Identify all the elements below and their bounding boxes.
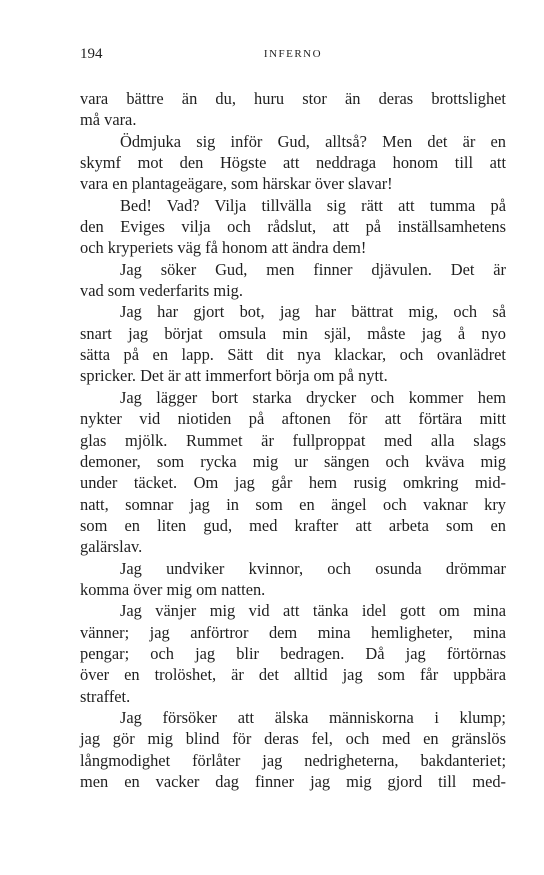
text-line: komma över mig om natten. (80, 579, 266, 599)
text-line: skymf mot den Högste att neddraga honom till att (80, 153, 506, 173)
page-header (80, 46, 506, 66)
body-text (80, 88, 506, 792)
text-line: Jag har gjort bot, jag har bättrat mig, och så (120, 302, 506, 322)
text-line: som en liten gud, med krafter att arbeta som en (80, 515, 506, 535)
text-line: under täcket. Om jag går hem rusig omkring mid- (80, 473, 506, 493)
text-line: vänner; jag anförtror dem mina hemligheter, mina (80, 622, 506, 642)
text-line: Bed! Vad? Vilja tillvälla sig rätt att tumma på (120, 195, 506, 215)
text-line: Jag försöker att älska människorna i klump; (120, 707, 506, 727)
text-line: Jag undviker kvinnor, och osunda drömmar (120, 558, 506, 578)
text-line: snart jag börjat omsula min själ, måste jag å nyo (80, 323, 506, 343)
text-line: nykter vid niotiden på aftonen för att förtära mitt (80, 409, 506, 429)
text-line: vara en plantageägare, som härskar över slavar! (80, 174, 393, 194)
text-line: men en vacker dag finner jag mig gjord till med- (80, 772, 506, 791)
page-number: 194 (80, 46, 103, 62)
text-line: den Eviges vilja och rådslut, att på inställsamhetens (80, 217, 506, 237)
text-line: vara bättre än du, huru stor än deras brottslighet (80, 89, 506, 108)
text-line: långmodighet förlåter jag nedrigheterna, bakdanteriet; (80, 750, 506, 770)
text-line: demoner, som rycka mig ur sängen och kväva mig (80, 451, 506, 471)
text-line: Jag vänjer mig vid att tänka idel gott om mina (120, 601, 506, 621)
text-line: straffet. (80, 686, 131, 706)
text-line: Jag söker Gud, men finner djävulen. Det är (120, 259, 506, 279)
text-line: må vara. (80, 110, 137, 130)
text-line: vad som vederfarits mig. (80, 281, 243, 301)
text-line: Jag lägger bort starka drycker och kommer hem (120, 387, 506, 407)
text-line: galärslav. (80, 537, 143, 557)
text-line: sätta på en lapp. Sätt dit nya klackar, och ovanlädret (80, 345, 506, 365)
text-line: natt, somnar jag in som en ängel och vaknar kry (80, 494, 506, 514)
text-line: spricker. Det är att immerfort börja om på nytt. (80, 366, 388, 386)
text-line: över en trolöshet, är det alltid jag som får uppbära (80, 665, 506, 685)
text-line: jag gör mig blind för deras fel, och med en gränslös (80, 729, 506, 749)
text-line: och kryperiets väg få honom att ändra dem! (80, 238, 367, 258)
text-line: glas mjölk. Rummet är fullproppat med alla slags (80, 430, 506, 450)
running-title: INFERNO (263, 48, 323, 60)
text-line: Ödmjuka sig inför Gud, alltså? Men det är en (120, 131, 506, 151)
text-line: pengar; och jag blir bedragen. Då jag förtörnas (80, 643, 506, 663)
